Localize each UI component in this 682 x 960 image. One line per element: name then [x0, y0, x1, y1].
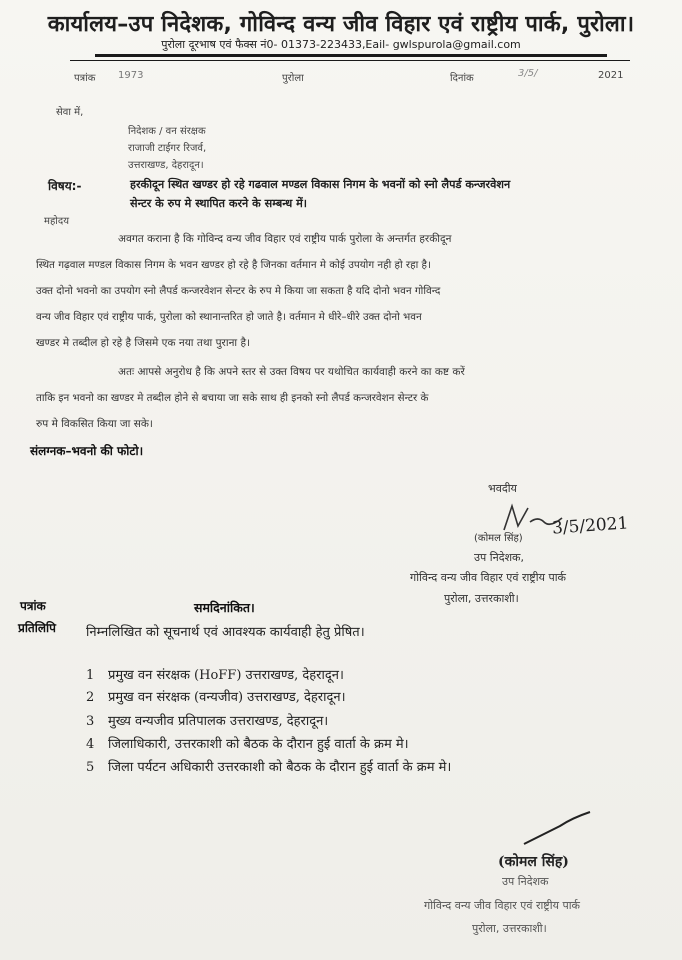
ref-date-label: दिनांक — [450, 73, 474, 84]
addressee-line-3: उत्तराखण्ड, देहरादून। — [128, 160, 204, 171]
body-p1-line-1: अवगत कराना है कि गोविन्द वन्य जीव विहार एवं राष्ट्रीय पार्क पुरोला के अन्तर्गत हरकीदून — [118, 233, 452, 245]
addressee-salutation: सेवा में, — [56, 107, 84, 118]
signature-2-office: गोविन्द वन्य जीव विहार एवं राष्ट्रीय पार्क — [424, 899, 580, 912]
addressee-line-2: राजाजी टाईगर रिजर्व, — [128, 143, 207, 154]
body-p2-line-3: रुप मे विकसित किया जा सके। — [36, 418, 153, 430]
signature-1-place: पुरोला, उत्तरकाशी। — [444, 592, 519, 605]
body-p2-line-2: ताकि इन भवनो का खण्डर मे तब्दील होने से बचाया जा सके साथ ही इनको स्नो लैपर्ड कन्जरवेशन सेन्टर के — [36, 392, 429, 404]
subject-line-1: हरकीदून स्थित खण्डर हो रहे गढवाल मण्डल विकास निगम के भवनों को स्नो लैपर्ड कन्जरवेशन — [130, 178, 511, 191]
body-p1-line-4: वन्य जीव विहार एवं राष्ट्रीय पार्क, पुरोला को स्थानान्तरित हो जाते है। वर्तमान मे धीरे–धीरे उक्त दोनो भवन — [36, 311, 422, 323]
ref-patrank-label: पत्रांक — [74, 73, 96, 84]
copy-list-number: 4 — [86, 737, 95, 752]
closing-bhavdiya: भवदीय — [488, 482, 517, 495]
body-p2-line-1: अतः आपसे अनुरोध है कि अपने स्तर से उक्त विषय पर यथोचित कार्यवाही करने का कष्ट करें — [118, 366, 465, 378]
copy-list-number: 5 — [86, 760, 95, 775]
ref-place: पुरोला — [282, 73, 304, 84]
body-p1-line-5: खण्डर मे तब्दील हो रहे है जिसमे एक नया तथा पुराना है। — [36, 337, 251, 349]
signature-1-designation: उप निदेशक, — [474, 551, 524, 564]
signature-1-name: (कोमल सिंह) — [474, 533, 523, 544]
signature-2-place: पुरोला, उत्तरकाशी। — [472, 922, 547, 935]
header-rule-thin — [70, 60, 630, 61]
signature-2-designation: उप निदेशक — [502, 875, 549, 888]
ref-year: 2021 — [598, 70, 624, 81]
ref-date-value: 3/5/ — [518, 68, 538, 79]
copy-list-item-4: 4 जिलाधिकारी, उत्तरकाशी को बैठक के दौरान हुई वार्ता के क्रम मे। — [86, 737, 409, 752]
addressee-line-1: निदेशक / वन संरक्षक — [128, 126, 206, 137]
greeting: महोदय — [44, 216, 69, 227]
copy-pratilipi-label: प्रतिलिपि — [18, 621, 56, 635]
copy-list-number: 1 — [86, 668, 95, 683]
copy-list-number: 3 — [86, 714, 95, 729]
office-contact-line: पुरोला दूरभाष एवं फैक्स नं0- 01373-223433,Eail- gwlspurola@gmail.com — [161, 38, 521, 51]
copy-list-item-3: 3 मुख्य वन्यजीव प्रतिपालक उत्तराखण्ड, देहरादून। — [86, 714, 329, 729]
subject-label: विषय:- — [48, 179, 82, 193]
subject-line-2: सेन्टर के रुप मे स्थापित करने के सम्बन्ध में। — [130, 197, 308, 210]
signature-scribble-2 — [520, 808, 600, 848]
body-p1-line-3: उक्त दोनो भवनो का उपयोग स्नो लैपर्ड कन्जरवेशन सेन्टर के रुप मे किया जा सकता है यदि दोनो भवन गोविन्द — [36, 285, 441, 297]
copy-list-item-2: 2 प्रमुख वन संरक्षक (वन्यजीव) उत्तराखण्ड, देहरादून। — [86, 690, 346, 705]
office-header-title: कार्यालय–उप निदेशक, गोविन्द वन्य जीव विहार एवं राष्ट्रीय पार्क, पुरोला। — [47, 12, 635, 37]
enclosure-note: संलग्नक–भवनो की फोटो। — [30, 444, 144, 458]
ref-patrank-value: 1973 — [118, 70, 144, 81]
copy-list-item-1: 1 प्रमुख वन संरक्षक (HoFF) उत्तराखण्ड, देहरादून। — [86, 668, 344, 683]
signature-handwritten-date: 3/5/2021 — [551, 513, 629, 539]
copy-samdinankit: समदिनांकित। — [194, 600, 255, 615]
copy-list-item-5: 5 जिला पर्यटन अधिकारी उत्तरकाशी को बैठक के दौरान हुई वार्ता के क्रम मे। — [86, 760, 452, 775]
header-rule-thick — [95, 54, 607, 57]
signature-1-office: गोविन्द वन्य जीव विहार एवं राष्ट्रीय पार्क — [410, 571, 566, 584]
copy-patrank-label: पत्रांक — [20, 599, 46, 613]
copy-list-number: 2 — [86, 690, 95, 705]
signature-2-name: (कोमल सिंह) — [498, 854, 569, 870]
body-p1-line-2: स्थित गढ़वाल मण्डल विकास निगम के भवन खण्डर हो रहे है जिनका वर्तमान मे कोई उपयोग नही हो रहा है। — [36, 259, 431, 271]
copy-intro: निम्नलिखित को सूचनार्थ एवं आवश्यक कार्यवाही हेतु प्रेषित। — [86, 625, 365, 640]
